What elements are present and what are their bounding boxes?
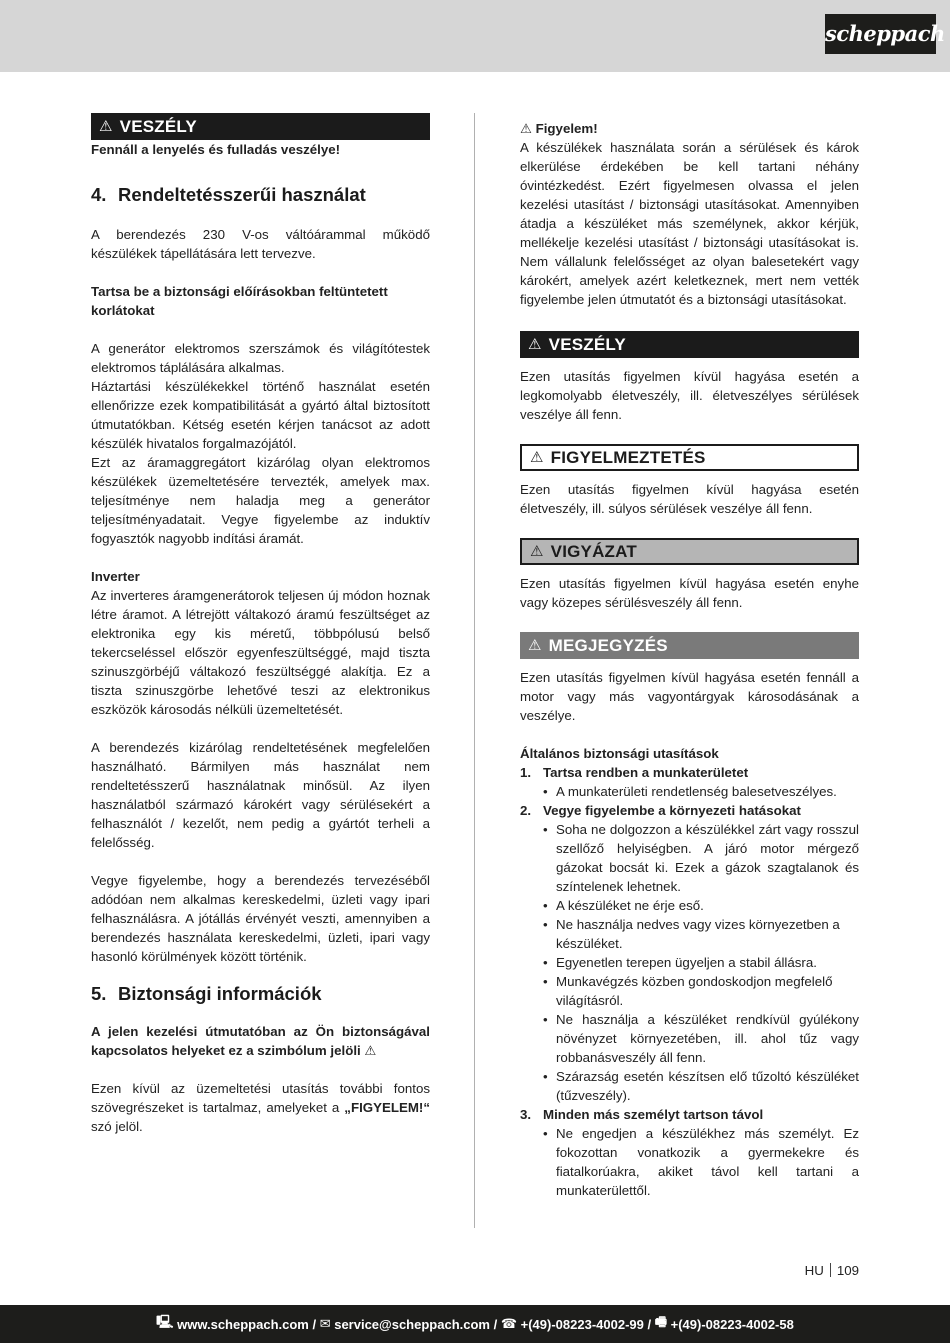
warning-triangle-icon: ⚠ bbox=[530, 543, 544, 560]
bold-paragraph: A jelen kezelési útmutatóban az Ön biztonságával kapcsolatos helyeket ez a szimbólum jelöli ⚠ bbox=[91, 1024, 430, 1058]
list-item bbox=[520, 763, 859, 801]
footer-separator: / bbox=[308, 1316, 320, 1332]
fax-icon: 🖷 bbox=[654, 1314, 671, 1329]
warning-header-label: FIGYELMEZTETÉS bbox=[550, 448, 706, 467]
email-link[interactable]: service@scheppach.com bbox=[334, 1316, 490, 1332]
section-title: Rendeltetésszerűi használat bbox=[118, 184, 366, 205]
phone-number: +(49)-08223-4002-99 bbox=[520, 1316, 644, 1332]
page-separator bbox=[830, 1263, 831, 1277]
fax-number: +(49)-08223-4002-58 bbox=[670, 1316, 794, 1332]
page-number-value: 109 bbox=[836, 1263, 859, 1278]
bullet-item: • Munkavégzés közben gondoskodjon megfelelő világításról. bbox=[543, 972, 859, 1010]
bullet-list bbox=[543, 820, 859, 1105]
warning-text: Ezen utasítás figyelmen kívül hagyása esetén életveszély, ill. súlyos sérülések veszélye áll fenn. bbox=[520, 482, 859, 516]
section-5-heading bbox=[91, 982, 430, 1006]
footer-bar bbox=[0, 1305, 950, 1343]
caution-header-label: VIGYÁZAT bbox=[550, 542, 637, 561]
item-title: Minden más személyt tartson távol bbox=[543, 1107, 764, 1122]
warning-header bbox=[520, 444, 859, 471]
inverter-text: Az inverteres áramgenerátorok teljesen új módon hoznak létre áramot. A létrejött váltakozó áramú feszültséget az elektronika egy kis méretű, többpólusú belső tekercseléssel először egyenfeszültséggé, majd tiszta szinuszgörbéjű váltakozó feszültséggé alakítja. Ez a tiszta szinuszgörbe lehetővé teszi az elektronikus eszközök károsodás nélküli üzemeltetését. bbox=[91, 588, 430, 717]
inverter-title: Inverter bbox=[91, 569, 140, 584]
paragraph: Vegye figyelembe, hogy a berendezés tervezéséből adódóan nem alkalmas kereskedelmi, üzleti vagy ipari felhasználásra. A jótállás érvényét veszti, amennyiben a berendezés használata kereskedelmi, üzleti, ipari vagy hasonló körülmények között történik. bbox=[91, 873, 430, 964]
bold-paragraph: Tartsa be a biztonsági előírásokban feltüntetett korlátokat bbox=[91, 284, 388, 318]
paragraph bbox=[91, 1079, 430, 1136]
bullet-item: • Egyenetlen terepen ügyeljen a stabil állásra. bbox=[543, 953, 859, 972]
phone-icon: ☎ bbox=[500, 1316, 521, 1331]
bullet-list bbox=[543, 782, 859, 801]
column-divider bbox=[474, 113, 475, 1228]
note-header-label: MEGJEGYZÉS bbox=[548, 636, 668, 655]
attention-title: ⚠ Figyelem! bbox=[520, 121, 598, 136]
list-item bbox=[520, 801, 859, 1105]
list-item bbox=[520, 1105, 859, 1200]
bullet-item: • A munkaterületi rendetlenség balesetveszélyes. bbox=[543, 782, 859, 801]
warning-triangle-icon: ⚠ bbox=[528, 637, 542, 654]
bullet-item: • Ne engedjen a készülékhez más személyt. Ez fokozottan vonatkozik a gyermekekre és fiatalkorúakra, akiket távol kell tartani a munkaterülettől. bbox=[543, 1124, 859, 1200]
danger-text: Ezen utasítás figyelmen kívül hagyása esetén a legkomolyabb életveszély, ill. életveszélyes sérülések veszélye áll fenn. bbox=[520, 369, 859, 422]
warning-triangle-icon: ⚠ bbox=[530, 449, 544, 466]
page-number bbox=[805, 1263, 859, 1278]
website-link[interactable]: www.scheppach.com bbox=[177, 1316, 309, 1332]
section-4-heading bbox=[91, 183, 430, 207]
item-number: 3. bbox=[520, 1107, 532, 1122]
safety-list bbox=[520, 763, 859, 1200]
item-title: Vegye figyelembe a környezeti hatásokat bbox=[543, 803, 801, 818]
danger-header-label: VESZÉLY bbox=[119, 117, 197, 136]
note-header bbox=[520, 632, 859, 659]
text-run-bold: „FIGYELEM!“ bbox=[344, 1100, 430, 1115]
general-safety-title: Általános biztonsági utasítások bbox=[520, 746, 719, 761]
bullet-item: • Soha ne dolgozzon a készülékkel zárt vagy rosszul szellőző helyiségben. A járó motor mérgező gázokat bocsát ki. Ezek a gázok szagtalanok és színtelenek lehetnek. bbox=[543, 820, 859, 896]
language-code: HU bbox=[804, 1263, 824, 1278]
attention-text: A készülékek használata során a sérülések és károk elkerülése érdekében be kell tartani néhány óvintézkedést. Ezért figyelmesen olvassa el jelen kezelési utasítást / biztonsági utasításokat. Amennyiben átadja a készüléket más személynek, akkor kérjük, mellékelje kezelési utasítást / biztonsági utasításokat is. Nem vállalunk felelősséget az olyan balesetekért vagy károkért, amelyek azért keletkeznek, mert nem vették figyelembe jelen útmutatót és a biztonsági utasításokat. bbox=[520, 140, 859, 307]
danger-text: Fennáll a lenyelés és fulladás veszélye! bbox=[91, 142, 341, 157]
paragraph: A generátor elektromos szerszámok és világítótestek elektromos táplálására alkalmas. bbox=[91, 341, 430, 375]
section-number: 5. bbox=[91, 983, 107, 1004]
warning-triangle-icon: ⚠ bbox=[99, 118, 113, 135]
warning-triangle-icon: ⚠ bbox=[528, 336, 542, 353]
left-column bbox=[91, 113, 430, 1136]
footer-separator: / bbox=[489, 1316, 501, 1332]
email-icon: ✉ bbox=[319, 1316, 335, 1331]
caution-text: Ezen utasítás figyelmen kívül hagyása esetén enyhe vagy közepes sérülésveszély áll fenn. bbox=[520, 576, 859, 610]
text-run: szó jelöl. bbox=[91, 1119, 143, 1134]
paragraph: A berendezés kizárólag rendeltetésének megfelelően használható. Bármilyen más használat nem rendeltetésszerű használatnak minősül. Az ilyen használatból származó károkért vagy sérülésekért a felhasználót / kezelőt, nem pedig a gyártót terheli a felelősség. bbox=[91, 740, 430, 850]
paragraph: Ezt az áramaggregátort kizárólag olyan elektromos készülékek üzemeltetésére tervezték, amelyek max. teljesítménye nem haladja meg a generátor teljesítményadatait. Vegye figyelembe az induktív fogyasztók nagyobb indítási áramát. bbox=[91, 455, 430, 546]
computer-icon: 🖳 bbox=[156, 1314, 178, 1329]
bullet-item: • Ne használja a készüléket rendkívül gyúlékony növényzet környezetében, ill. ahol tűz vagy robbanásveszély áll fenn. bbox=[543, 1010, 859, 1067]
paragraph: A berendezés 230 V-os váltóárammal működő készülékek tápellátására lett tervezve. bbox=[91, 227, 430, 261]
danger-header bbox=[520, 331, 859, 358]
paragraph: Háztartási készülékekkel történő használat esetén ellenőrizze ezek kompatibilitását a gyártó által biztosított útmutatókban. Kétség esetén kérjen tanácsot az adott készülék hivatalos forgalmazójától. bbox=[91, 379, 430, 451]
section-number: 4. bbox=[91, 184, 107, 205]
bullet-item: • Szárazság esetén készítsen elő tűzoltó készüléket (tűzveszély). bbox=[543, 1067, 859, 1105]
note-text: Ezen utasítás figyelmen kívül hagyása esetén fennáll a motor vagy más vagyontárgyak károsodásának a veszélye. bbox=[520, 670, 859, 723]
footer-separator: / bbox=[643, 1316, 655, 1332]
danger-header bbox=[91, 113, 430, 140]
danger-header-label: VESZÉLY bbox=[548, 335, 626, 354]
bullet-list bbox=[543, 1124, 859, 1200]
bullet-item: • Ne használja nedves vagy vizes környezetben a készüléket. bbox=[543, 915, 859, 953]
header-bar bbox=[0, 0, 950, 72]
right-column bbox=[520, 113, 859, 1200]
section-title: Biztonsági információk bbox=[118, 983, 322, 1004]
item-title: Tartsa rendben a munkaterületet bbox=[543, 765, 749, 780]
caution-header bbox=[520, 538, 859, 565]
text-run: Ezen kívül az üzemeltetési utasítás további fontos szövegrészeket is tartalmaz, amelyeket a bbox=[91, 1081, 430, 1115]
item-number: 2. bbox=[520, 803, 532, 818]
item-number: 1. bbox=[520, 765, 532, 780]
scheppach-logo: scheppach bbox=[825, 14, 936, 54]
bullet-item: • A készüléket ne érje eső. bbox=[543, 896, 859, 915]
